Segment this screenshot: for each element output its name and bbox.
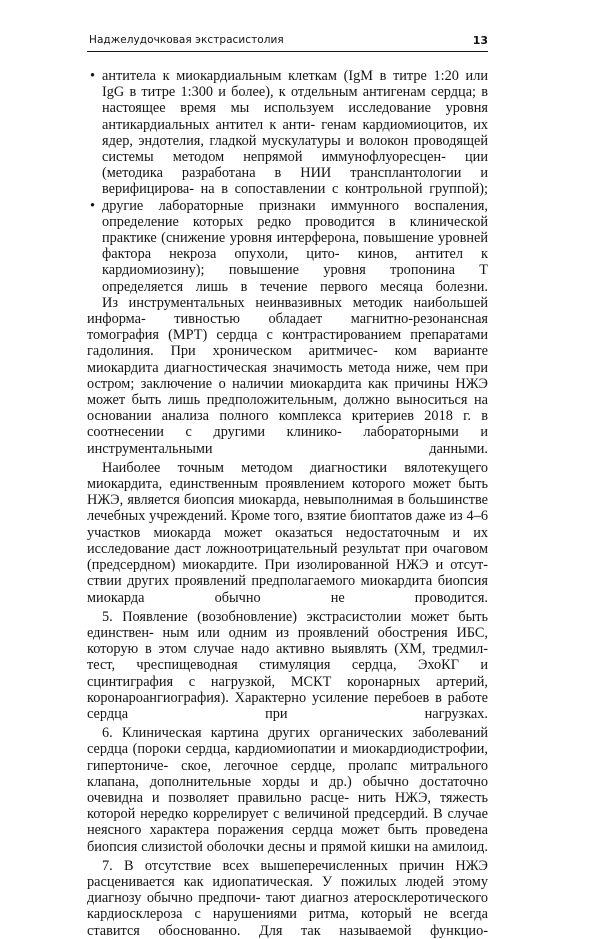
text-line: надо активно выявлять (ХМ, тредмил-тест, чреспищеводная стимуляция [87, 641, 488, 674]
text-line: нить НЖЭ, тяжесть которой нередко коррелирует с величиной предсердий. [87, 789, 488, 823]
text-line: контрастированием препаратами гадолиния. При хроническом аритмичес- [87, 327, 489, 360]
text-line: 6. Клиническая картина других органических заболеваний сердца [87, 725, 488, 758]
paragraph [87, 858, 488, 939]
bullet-marker: • [90, 197, 96, 214]
text-line: биопсия слизистой оболочки десны и прямой кишки на амилоид. [87, 838, 488, 855]
text-line: антитела к миокардиальным клеткам (IgM в титре 1:20 или IgG в титре [102, 68, 488, 101]
paragraph [87, 609, 488, 722]
page-number: 13 [472, 34, 488, 47]
text-line: Наиболее точным методом диагностики вялотекущего миокардита, [87, 459, 488, 493]
list-item [87, 68, 488, 198]
text-line: Из инструментальных неинвазивных методик наибольшей информа- [87, 294, 488, 328]
bullet-marker: • [90, 68, 96, 84]
text-line: того, взятие биоптатов даже из 4–6 участков миокарда может оказаться [87, 508, 488, 541]
text-line: очаговом (предсердном) миокардите. При изолированной НЖЭ и отсут- [87, 540, 488, 574]
text-line: определяется лишь в течение первого месяца болезни. [102, 278, 488, 295]
text-line: 1:300 и более), к отдельным антигенам сердца; в настоящее время мы [102, 84, 488, 117]
text-line: сердца, ЭхоКГ и сцинтиграфия с нагрузкой, МСКТ коронарных артерий, [87, 657, 488, 690]
text-line: хорды и др.) обычно достаточно очевидна и позволяет правильно расце- [87, 773, 488, 806]
text-line: который не всегда ставится обоснованно. Для так называемой функцио- [87, 906, 488, 939]
text-line: единственным проявлением которого может быть НЖЭ, является биопсия [87, 476, 488, 509]
text-line: на в сопоставлении с контрольной группой); [200, 181, 489, 198]
text-line: полного комплекса критериев 2018 г. в соотнесении с другими клинико- [87, 408, 488, 441]
text-line: кинов, антител к кардиомиозину); повышение уровня тропонина Т [102, 246, 488, 279]
text-line: обычно не проводится. [214, 589, 488, 606]
paragraph [87, 725, 488, 855]
paragraph [87, 460, 488, 606]
paragraph [87, 295, 488, 457]
text-line: генам кардиомиоцитов, их ядер, эндотелия, гладкой мускулатуры и [102, 116, 489, 149]
text-line: интерферона, повышение уровней фактора некроза опухоли, цито- [102, 230, 489, 263]
text-line: коронароангиография). Характерно усиление перебоев в работе сердца при [87, 689, 488, 722]
text-line: ствии других проявлений предполагаемого миокардита биопсия миокарда [87, 573, 488, 606]
running-header [87, 31, 488, 52]
text-line: ком варианте миокардита диагностическая значимость метода ниже, чем [87, 343, 489, 376]
list-item [87, 198, 488, 295]
text-line: ское, легочное сердце, пролапс митрального клапана, дополнительные [87, 757, 488, 790]
text-line: которых редко проводится в клинической практике (снижение уровня [102, 213, 489, 247]
text-line: ным или одним из проявлений обострения ИБС, которую в этом случае [87, 624, 488, 658]
text-line: недостаточным и их исследование даст ложноотрицательный результат при [87, 524, 489, 557]
text-line: ции (методика разработана в НИИ трансплантологии и верифицирова- [102, 149, 488, 198]
text-line: тают диагноз атеросклеротического кардиосклероза с нарушениями ритма, [87, 890, 488, 923]
text-line: 5. Появление (возобновление) экстрасистолии может быть единствен- [87, 608, 488, 641]
text-line: лабораторными и инструментальными данными. [87, 424, 488, 457]
text-line: (пороки сердца, кардиомиопатии и миокардиодистрофии, гипертониче- [87, 741, 488, 774]
body-text [87, 68, 488, 939]
text-line: тивностью обладает магнитно-резонансная томография (МРТ) сердца с [87, 311, 488, 344]
text-line: В случае неясного характера поражения сердца может быть проведена [87, 806, 489, 839]
text-line: как идиопатическая. У пожилых людей этому диагнозу обычно предпочи- [87, 873, 489, 907]
text-line: используем исследование уровня антикардиальных антител к анти- [102, 100, 489, 133]
chapter-title: Наджелудочковая экстрасистолия [89, 34, 284, 46]
text-line: при остром; заключение о наличии миокардита как причины НЖЭ может [87, 359, 488, 409]
text-line: миокарда, невыполнимая в большинстве лечебных учреждений. Кроме [87, 492, 488, 525]
text-line: быть лишь предположительным, должно выноситься на основании анализа [87, 392, 489, 425]
text-line: 7. В отсутствие всех вышеперечисленных причин НЖЭ расценивается [87, 857, 488, 890]
text-line: другие лабораторные признаки иммунного воспаления, определение [102, 197, 488, 230]
text-line: волокон проводящей системы методом непрямой иммунофлуоресцен- [102, 132, 488, 166]
text-line: нагрузках. [424, 705, 488, 722]
